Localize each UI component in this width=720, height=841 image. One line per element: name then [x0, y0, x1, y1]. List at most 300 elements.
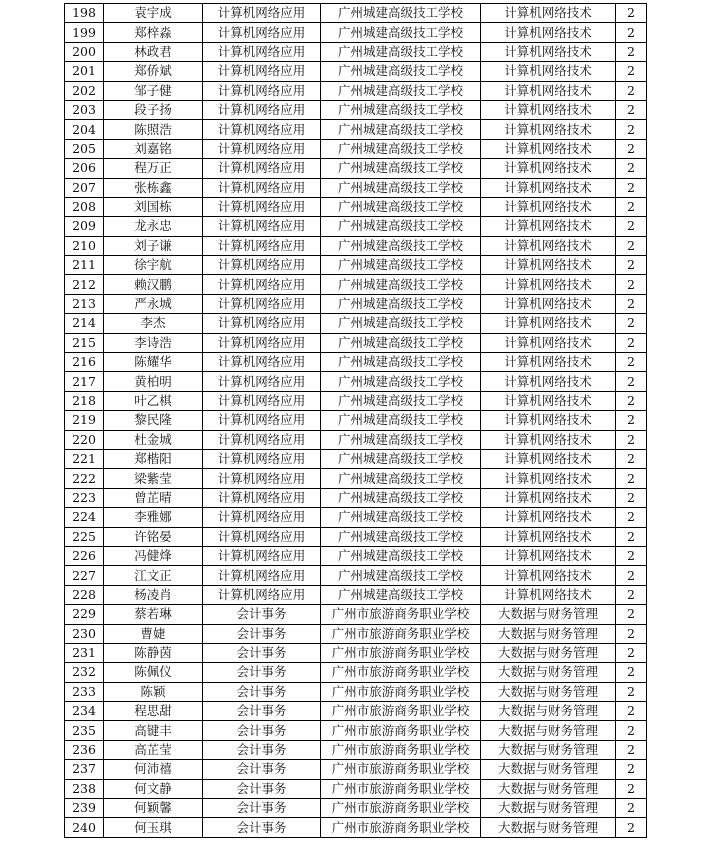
cell-current-major: 会计事务 [203, 643, 321, 662]
table-row [65, 488, 647, 507]
cell-school: 广州市旅游商务职业学校 [321, 643, 481, 662]
cell-school: 广州城建高级技工学校 [321, 333, 481, 352]
table-row [65, 391, 647, 410]
cell-current-major: 计算机网络应用 [203, 314, 321, 333]
cell-count: 2 [616, 449, 647, 468]
cell-current-major: 计算机网络应用 [203, 256, 321, 275]
cell-current-major: 计算机网络应用 [203, 353, 321, 372]
cell-count: 2 [616, 314, 647, 333]
cell-serial-number: 233 [65, 682, 104, 701]
cell-student-name: 杜金城 [104, 430, 203, 449]
cell-count: 2 [616, 81, 647, 100]
table-row [65, 663, 647, 682]
cell-count: 2 [616, 159, 647, 178]
table-row [65, 23, 647, 42]
cell-target-program: 大数据与财务管理 [481, 760, 616, 779]
cell-serial-number: 238 [65, 779, 104, 798]
cell-target-program: 计算机网络技术 [481, 100, 616, 119]
cell-count: 2 [616, 508, 647, 527]
cell-school: 广州城建高级技工学校 [321, 527, 481, 546]
table-row [65, 120, 647, 139]
cell-student-name: 曹婕 [104, 624, 203, 643]
cell-school: 广州城建高级技工学校 [321, 585, 481, 604]
cell-target-program: 计算机网络技术 [481, 488, 616, 507]
cell-student-name: 严永城 [104, 294, 203, 313]
cell-current-major: 会计事务 [203, 702, 321, 721]
cell-school: 广州城建高级技工学校 [321, 488, 481, 507]
table-row [65, 159, 647, 178]
table-row [65, 605, 647, 624]
roster-sheet [64, 3, 646, 838]
cell-student-name: 刘子谦 [104, 236, 203, 255]
cell-serial-number: 211 [65, 256, 104, 275]
cell-current-major: 会计事务 [203, 721, 321, 740]
cell-school: 广州市旅游商务职业学校 [321, 702, 481, 721]
cell-school: 广州城建高级技工学校 [321, 197, 481, 216]
cell-count: 2 [616, 217, 647, 236]
cell-count: 2 [616, 178, 647, 197]
cell-student-name: 陈佩仪 [104, 663, 203, 682]
table-row [65, 236, 647, 255]
cell-count: 2 [616, 682, 647, 701]
cell-count: 2 [616, 100, 647, 119]
cell-school: 广州城建高级技工学校 [321, 566, 481, 585]
table-row [65, 779, 647, 798]
cell-count: 2 [616, 585, 647, 604]
cell-school: 广州城建高级技工学校 [321, 159, 481, 178]
cell-count: 2 [616, 197, 647, 216]
cell-student-name: 段子扬 [104, 100, 203, 119]
table-row [65, 430, 647, 449]
cell-serial-number: 215 [65, 333, 104, 352]
cell-target-program: 计算机网络技术 [481, 546, 616, 565]
cell-current-major: 会计事务 [203, 624, 321, 643]
cell-current-major: 计算机网络应用 [203, 585, 321, 604]
cell-student-name: 许铭晏 [104, 527, 203, 546]
table-row [65, 353, 647, 372]
cell-school: 广州市旅游商务职业学校 [321, 740, 481, 759]
cell-count: 2 [616, 256, 647, 275]
cell-target-program: 大数据与财务管理 [481, 818, 616, 837]
cell-student-name: 曾芷晴 [104, 488, 203, 507]
cell-count: 2 [616, 411, 647, 430]
cell-count: 2 [616, 120, 647, 139]
cell-serial-number: 230 [65, 624, 104, 643]
cell-student-name: 刘国栋 [104, 197, 203, 216]
cell-count: 2 [616, 702, 647, 721]
cell-student-name: 黎民隆 [104, 411, 203, 430]
cell-serial-number: 204 [65, 120, 104, 139]
cell-school: 广州城建高级技工学校 [321, 42, 481, 61]
table-row [65, 333, 647, 352]
cell-target-program: 计算机网络技术 [481, 469, 616, 488]
cell-current-major: 计算机网络应用 [203, 372, 321, 391]
cell-current-major: 计算机网络应用 [203, 333, 321, 352]
table-row [65, 760, 647, 779]
cell-count: 2 [616, 740, 647, 759]
table-row [65, 682, 647, 701]
cell-school: 广州市旅游商务职业学校 [321, 779, 481, 798]
cell-serial-number: 219 [65, 411, 104, 430]
cell-student-name: 黄柏明 [104, 372, 203, 391]
table-row [65, 469, 647, 488]
cell-current-major: 计算机网络应用 [203, 527, 321, 546]
cell-current-major: 会计事务 [203, 605, 321, 624]
cell-current-major: 会计事务 [203, 779, 321, 798]
cell-student-name: 邹子健 [104, 81, 203, 100]
cell-current-major: 计算机网络应用 [203, 488, 321, 507]
cell-student-name: 梁紫莹 [104, 469, 203, 488]
cell-student-name: 陈照浩 [104, 120, 203, 139]
cell-target-program: 计算机网络技术 [481, 256, 616, 275]
cell-school: 广州城建高级技工学校 [321, 469, 481, 488]
table-row [65, 197, 647, 216]
cell-target-program: 计算机网络技术 [481, 372, 616, 391]
table-row [65, 566, 647, 585]
cell-student-name: 何颖馨 [104, 799, 203, 818]
cell-count: 2 [616, 566, 647, 585]
cell-count: 2 [616, 372, 647, 391]
cell-school: 广州城建高级技工学校 [321, 275, 481, 294]
cell-serial-number: 225 [65, 527, 104, 546]
cell-student-name: 高芷莹 [104, 740, 203, 759]
cell-serial-number: 224 [65, 508, 104, 527]
cell-current-major: 计算机网络应用 [203, 566, 321, 585]
cell-serial-number: 237 [65, 760, 104, 779]
cell-serial-number: 202 [65, 81, 104, 100]
cell-target-program: 计算机网络技术 [481, 527, 616, 546]
cell-target-program: 计算机网络技术 [481, 197, 616, 216]
table-row [65, 527, 647, 546]
cell-target-program: 大数据与财务管理 [481, 643, 616, 662]
cell-target-program: 计算机网络技术 [481, 508, 616, 527]
cell-count: 2 [616, 236, 647, 255]
cell-current-major: 会计事务 [203, 760, 321, 779]
cell-student-name: 赖汉鹏 [104, 275, 203, 294]
table-row [65, 4, 647, 23]
cell-count: 2 [616, 333, 647, 352]
cell-current-major: 会计事务 [203, 740, 321, 759]
cell-serial-number: 200 [65, 42, 104, 61]
cell-serial-number: 226 [65, 546, 104, 565]
table-row [65, 100, 647, 119]
cell-current-major: 计算机网络应用 [203, 546, 321, 565]
cell-school: 广州市旅游商务职业学校 [321, 721, 481, 740]
cell-target-program: 计算机网络技术 [481, 23, 616, 42]
table-row [65, 139, 647, 158]
cell-target-program: 计算机网络技术 [481, 81, 616, 100]
cell-count: 2 [616, 469, 647, 488]
cell-school: 广州城建高级技工学校 [321, 449, 481, 468]
cell-serial-number: 208 [65, 197, 104, 216]
cell-target-program: 大数据与财务管理 [481, 682, 616, 701]
cell-serial-number: 235 [65, 721, 104, 740]
cell-current-major: 计算机网络应用 [203, 411, 321, 430]
table-row [65, 372, 647, 391]
cell-serial-number: 227 [65, 566, 104, 585]
cell-count: 2 [616, 139, 647, 158]
cell-student-name: 张栋鑫 [104, 178, 203, 197]
cell-student-name: 李杰 [104, 314, 203, 333]
cell-count: 2 [616, 624, 647, 643]
table-row [65, 799, 647, 818]
cell-school: 广州城建高级技工学校 [321, 100, 481, 119]
cell-serial-number: 206 [65, 159, 104, 178]
cell-serial-number: 232 [65, 663, 104, 682]
cell-target-program: 计算机网络技术 [481, 275, 616, 294]
cell-serial-number: 201 [65, 62, 104, 81]
cell-current-major: 计算机网络应用 [203, 430, 321, 449]
cell-serial-number: 218 [65, 391, 104, 410]
table-row [65, 256, 647, 275]
cell-school: 广州城建高级技工学校 [321, 430, 481, 449]
cell-target-program: 大数据与财务管理 [481, 721, 616, 740]
cell-count: 2 [616, 605, 647, 624]
cell-student-name: 郑侨斌 [104, 62, 203, 81]
cell-count: 2 [616, 353, 647, 372]
cell-student-name: 李雅娜 [104, 508, 203, 527]
cell-school: 广州城建高级技工学校 [321, 23, 481, 42]
cell-school: 广州市旅游商务职业学校 [321, 682, 481, 701]
cell-school: 广州市旅游商务职业学校 [321, 624, 481, 643]
table-row [65, 275, 647, 294]
cell-target-program: 计算机网络技术 [481, 585, 616, 604]
cell-target-program: 计算机网络技术 [481, 391, 616, 410]
cell-current-major: 会计事务 [203, 663, 321, 682]
cell-current-major: 计算机网络应用 [203, 23, 321, 42]
cell-target-program: 计算机网络技术 [481, 62, 616, 81]
cell-target-program: 计算机网络技术 [481, 430, 616, 449]
cell-current-major: 计算机网络应用 [203, 275, 321, 294]
table-row [65, 740, 647, 759]
cell-student-name: 高键丰 [104, 721, 203, 740]
cell-school: 广州市旅游商务职业学校 [321, 663, 481, 682]
cell-current-major: 计算机网络应用 [203, 100, 321, 119]
cell-student-name: 何沛禧 [104, 760, 203, 779]
cell-student-name: 冯健烽 [104, 546, 203, 565]
cell-serial-number: 213 [65, 294, 104, 313]
cell-target-program: 计算机网络技术 [481, 314, 616, 333]
cell-serial-number: 216 [65, 353, 104, 372]
cell-serial-number: 198 [65, 4, 104, 23]
cell-school: 广州城建高级技工学校 [321, 314, 481, 333]
cell-serial-number: 203 [65, 100, 104, 119]
cell-student-name: 陈颖 [104, 682, 203, 701]
table-row [65, 818, 647, 837]
cell-target-program: 计算机网络技术 [481, 42, 616, 61]
cell-target-program: 计算机网络技术 [481, 449, 616, 468]
cell-school: 广州市旅游商务职业学校 [321, 818, 481, 837]
cell-serial-number: 199 [65, 23, 104, 42]
cell-school: 广州城建高级技工学校 [321, 139, 481, 158]
cell-target-program: 计算机网络技术 [481, 159, 616, 178]
cell-target-program: 计算机网络技术 [481, 333, 616, 352]
cell-target-program: 计算机网络技术 [481, 178, 616, 197]
cell-current-major: 会计事务 [203, 682, 321, 701]
table-row [65, 217, 647, 236]
cell-current-major: 会计事务 [203, 799, 321, 818]
cell-target-program: 计算机网络技术 [481, 566, 616, 585]
table-row [65, 42, 647, 61]
cell-serial-number: 207 [65, 178, 104, 197]
table-row [65, 508, 647, 527]
cell-student-name: 李诗浩 [104, 333, 203, 352]
cell-student-name: 江文正 [104, 566, 203, 585]
cell-target-program: 大数据与财务管理 [481, 702, 616, 721]
cell-count: 2 [616, 430, 647, 449]
cell-school: 广州城建高级技工学校 [321, 62, 481, 81]
cell-current-major: 计算机网络应用 [203, 4, 321, 23]
cell-target-program: 大数据与财务管理 [481, 605, 616, 624]
cell-student-name: 何玉琪 [104, 818, 203, 837]
cell-serial-number: 240 [65, 818, 104, 837]
cell-school: 广州城建高级技工学校 [321, 391, 481, 410]
cell-current-major: 计算机网络应用 [203, 42, 321, 61]
cell-school: 广州城建高级技工学校 [321, 4, 481, 23]
cell-target-program: 大数据与财务管理 [481, 663, 616, 682]
cell-target-program: 计算机网络技术 [481, 411, 616, 430]
cell-current-major: 计算机网络应用 [203, 469, 321, 488]
cell-current-major: 计算机网络应用 [203, 197, 321, 216]
table-row [65, 643, 647, 662]
cell-current-major: 计算机网络应用 [203, 120, 321, 139]
cell-student-name: 郑楷阳 [104, 449, 203, 468]
table-row [65, 702, 647, 721]
cell-serial-number: 228 [65, 585, 104, 604]
table-row [65, 294, 647, 313]
cell-student-name: 袁宇成 [104, 4, 203, 23]
cell-serial-number: 236 [65, 740, 104, 759]
cell-student-name: 徐宇航 [104, 256, 203, 275]
cell-school: 广州城建高级技工学校 [321, 178, 481, 197]
cell-serial-number: 223 [65, 488, 104, 507]
cell-school: 广州城建高级技工学校 [321, 353, 481, 372]
cell-target-program: 大数据与财务管理 [481, 740, 616, 759]
roster-table [64, 3, 647, 838]
cell-student-name: 何文静 [104, 779, 203, 798]
cell-count: 2 [616, 4, 647, 23]
cell-serial-number: 231 [65, 643, 104, 662]
table-row [65, 721, 647, 740]
cell-count: 2 [616, 62, 647, 81]
cell-school: 广州城建高级技工学校 [321, 217, 481, 236]
cell-serial-number: 205 [65, 139, 104, 158]
table-row [65, 411, 647, 430]
cell-school: 广州城建高级技工学校 [321, 120, 481, 139]
cell-school: 广州城建高级技工学校 [321, 372, 481, 391]
cell-count: 2 [616, 488, 647, 507]
cell-target-program: 计算机网络技术 [481, 217, 616, 236]
cell-student-name: 陈耀华 [104, 353, 203, 372]
cell-target-program: 计算机网络技术 [481, 4, 616, 23]
cell-count: 2 [616, 391, 647, 410]
cell-student-name: 刘嘉铭 [104, 139, 203, 158]
cell-count: 2 [616, 643, 647, 662]
cell-student-name: 程思甜 [104, 702, 203, 721]
cell-student-name: 林政君 [104, 42, 203, 61]
cell-count: 2 [616, 527, 647, 546]
cell-count: 2 [616, 546, 647, 565]
cell-student-name: 程万正 [104, 159, 203, 178]
cell-target-program: 大数据与财务管理 [481, 799, 616, 818]
cell-serial-number: 212 [65, 275, 104, 294]
cell-student-name: 郑梓淼 [104, 23, 203, 42]
cell-student-name: 蔡若琳 [104, 605, 203, 624]
table-row [65, 585, 647, 604]
table-row [65, 62, 647, 81]
cell-count: 2 [616, 663, 647, 682]
cell-current-major: 计算机网络应用 [203, 81, 321, 100]
cell-school: 广州城建高级技工学校 [321, 81, 481, 100]
cell-school: 广州城建高级技工学校 [321, 294, 481, 313]
cell-student-name: 龙永忠 [104, 217, 203, 236]
cell-current-major: 计算机网络应用 [203, 236, 321, 255]
roster-table-body [65, 4, 647, 838]
cell-school: 广州城建高级技工学校 [321, 256, 481, 275]
cell-school: 广州城建高级技工学校 [321, 236, 481, 255]
table-row [65, 314, 647, 333]
cell-school: 广州城建高级技工学校 [321, 508, 481, 527]
cell-count: 2 [616, 818, 647, 837]
cell-current-major: 计算机网络应用 [203, 139, 321, 158]
cell-student-name: 叶乙棋 [104, 391, 203, 410]
cell-serial-number: 239 [65, 799, 104, 818]
cell-serial-number: 234 [65, 702, 104, 721]
cell-count: 2 [616, 721, 647, 740]
cell-school: 广州市旅游商务职业学校 [321, 605, 481, 624]
cell-count: 2 [616, 294, 647, 313]
cell-count: 2 [616, 799, 647, 818]
table-row [65, 449, 647, 468]
cell-current-major: 计算机网络应用 [203, 294, 321, 313]
table-row [65, 546, 647, 565]
cell-serial-number: 214 [65, 314, 104, 333]
table-row [65, 624, 647, 643]
cell-count: 2 [616, 23, 647, 42]
cell-current-major: 计算机网络应用 [203, 159, 321, 178]
table-row [65, 81, 647, 100]
cell-current-major: 计算机网络应用 [203, 217, 321, 236]
cell-target-program: 计算机网络技术 [481, 353, 616, 372]
cell-target-program: 大数据与财务管理 [481, 779, 616, 798]
cell-current-major: 计算机网络应用 [203, 62, 321, 81]
cell-school: 广州市旅游商务职业学校 [321, 760, 481, 779]
cell-target-program: 计算机网络技术 [481, 294, 616, 313]
cell-current-major: 计算机网络应用 [203, 391, 321, 410]
cell-current-major: 计算机网络应用 [203, 449, 321, 468]
cell-school: 广州市旅游商务职业学校 [321, 799, 481, 818]
table-row [65, 178, 647, 197]
cell-serial-number: 209 [65, 217, 104, 236]
cell-current-major: 会计事务 [203, 818, 321, 837]
cell-student-name: 陈静茵 [104, 643, 203, 662]
cell-school: 广州城建高级技工学校 [321, 546, 481, 565]
cell-serial-number: 229 [65, 605, 104, 624]
cell-target-program: 大数据与财务管理 [481, 624, 616, 643]
cell-current-major: 计算机网络应用 [203, 508, 321, 527]
cell-count: 2 [616, 779, 647, 798]
cell-serial-number: 220 [65, 430, 104, 449]
cell-count: 2 [616, 275, 647, 294]
cell-student-name: 杨凌肖 [104, 585, 203, 604]
cell-serial-number: 217 [65, 372, 104, 391]
cell-count: 2 [616, 42, 647, 61]
cell-target-program: 计算机网络技术 [481, 139, 616, 158]
cell-serial-number: 210 [65, 236, 104, 255]
cell-target-program: 计算机网络技术 [481, 236, 616, 255]
cell-school: 广州城建高级技工学校 [321, 411, 481, 430]
cell-current-major: 计算机网络应用 [203, 178, 321, 197]
